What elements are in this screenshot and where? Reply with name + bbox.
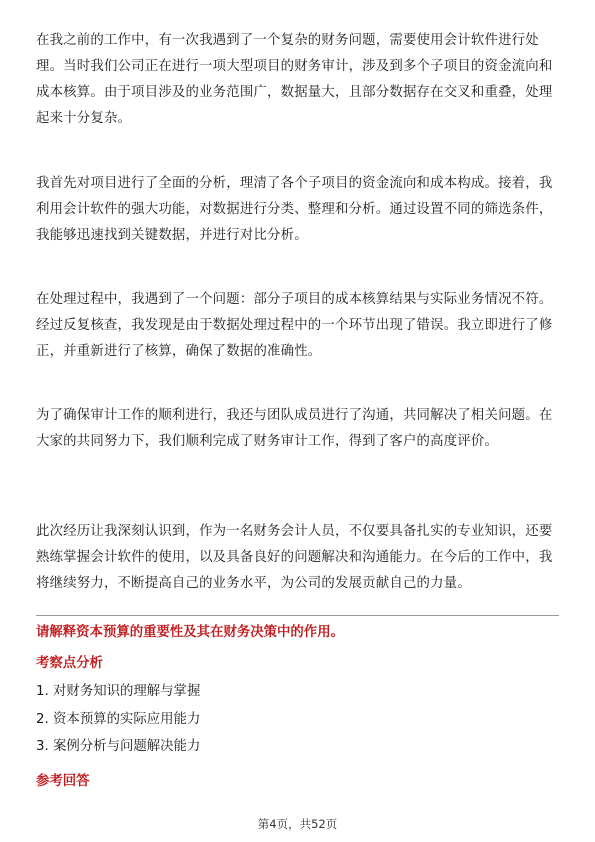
list-item: 2. 资本预算的实际应用能力 xyxy=(36,711,201,727)
paragraph-4: 为了确保审计工作的顺利进行，我还与团队成员进行了沟通，共同解决了相关问题。在大家的共同努力下，我们顺利完成了财务审计工作，得到了客户的高度评价。 xyxy=(36,408,553,449)
analysis-heading: 考察点分析 xyxy=(36,656,103,671)
analysis-list xyxy=(36,678,200,761)
paragraph-1: 在我之前的工作中，有一次我遇到了一个复杂的财务问题，需要使用会计软件进行处理。当时我们公司正在进行一项大型项目的财务审计，涉及到多个子项目的资金流向和成本核算。由于项目涉及的业务范围广，数据量大，且部分数据存在交叉和重叠，处理起来十分复杂。 xyxy=(36,33,553,126)
paragraph-3: 在处理过程中，我遇到了一个问题：部分子项目的成本核算结果与实际业务情况不符。经过反复核查，我发现是由于数据处理过程中的一个环节出现了错误。我立即进行了修正，并重新进行了核算，确保了数据的准确性。 xyxy=(36,292,553,359)
paragraph-5: 此次经历让我深刻认识到，作为一名财务会计人员，不仅要具备扎实的专业知识，还要熟练掌握会计软件的使用，以及具备良好的问题解决和沟通能力。在今后的工作中，我将继续努力，不断提高自己的业务水平，为公司的发展贡献自己的力量。 xyxy=(36,524,553,591)
answer-heading: 参考回答 xyxy=(36,774,90,789)
section-divider xyxy=(36,615,559,616)
question-heading: 请解释资本预算的重要性及其在财务决策中的作用。 xyxy=(36,625,344,640)
list-item: 3. 案例分析与问题解决能力 xyxy=(36,739,201,754)
list-item: 1. 对财务知识的理解与掌握 xyxy=(36,684,201,699)
page-number: 第4页，共52页 xyxy=(257,817,338,831)
paragraph-2: 我首先对项目进行了全面的分析，理清了各个子项目的资金流向和成本构成。接着，我利用会计软件的强大功能，对数据进行分类、整理和分析。通过设置不同的筛选条件，我能够迅速找到关键数据，并进行对比分析。 xyxy=(36,176,553,243)
